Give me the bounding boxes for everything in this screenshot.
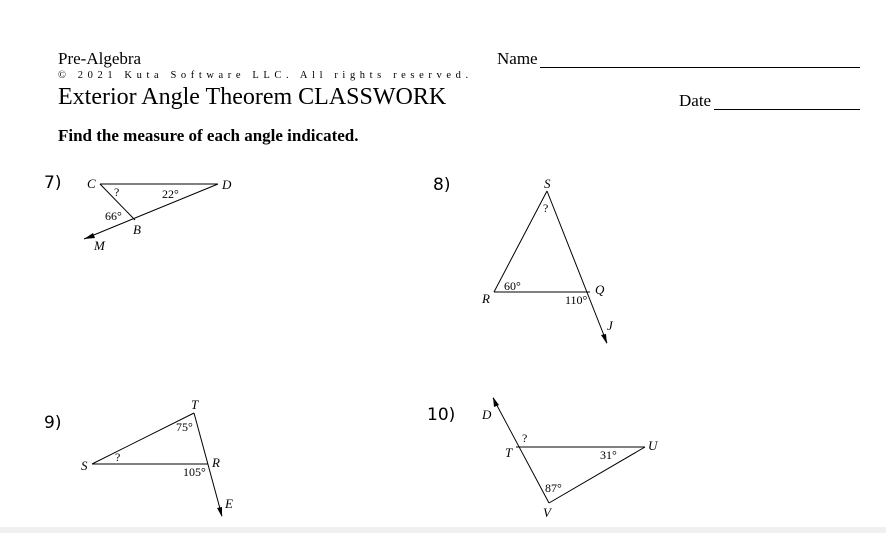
vertex-b: B: [133, 222, 141, 237]
angle-s-unknown: ?: [115, 450, 121, 464]
vertex-s: S: [544, 176, 551, 191]
worksheet-title: Exterior Angle Theorem CLASSWORK: [58, 84, 447, 110]
segment-dv-line: [493, 398, 549, 503]
page-bottom-band: [0, 527, 886, 533]
problem-number-9: 9): [44, 413, 62, 433]
problem-number-7: 7): [44, 173, 62, 193]
vertex-j: J: [607, 318, 613, 333]
name-label: Name: [497, 49, 538, 68]
vertex-t: T: [191, 397, 199, 412]
vertex-c: C: [87, 176, 96, 191]
angle-r-label: 60°: [504, 279, 521, 293]
vertex-u: U: [648, 438, 658, 453]
angle-b-label: 66°: [105, 209, 122, 223]
copyright-notice: © 2021 Kuta Software LLC. All rights reserved.: [58, 70, 473, 81]
date-label: Date: [679, 91, 712, 110]
angle-s-unknown: ?: [543, 201, 549, 215]
ray-arrow-d: [493, 397, 499, 407]
problem-number-10: 10): [427, 405, 456, 425]
vertex-m: M: [94, 238, 105, 253]
angle-q-label: 110°: [565, 293, 588, 307]
angle-t-label: 75°: [176, 420, 193, 434]
angle-r-label: 105°: [183, 465, 206, 479]
vertex-d: D: [482, 407, 492, 422]
angle-c-unknown: ?: [114, 185, 120, 199]
vertex-q: Q: [595, 282, 605, 297]
instructions: Find the measure of each angle indicated.: [58, 126, 359, 145]
vertex-t: T: [505, 445, 513, 460]
course-title: Pre-Algebra: [58, 49, 142, 68]
angle-d-label: 22°: [162, 187, 179, 201]
angle-t-unknown: ?: [522, 431, 528, 445]
problem-number-8: 8): [433, 175, 451, 195]
segment-uv: [549, 447, 645, 503]
angle-v-label: 87°: [545, 481, 562, 495]
vertex-r: R: [482, 291, 490, 306]
angle-u-label: 31°: [600, 448, 617, 462]
vertex-e: E: [225, 496, 233, 511]
vertex-s: S: [81, 458, 88, 473]
vertex-r: R: [212, 455, 220, 470]
vertex-v: V: [543, 505, 551, 520]
vertex-d: D: [222, 177, 232, 192]
